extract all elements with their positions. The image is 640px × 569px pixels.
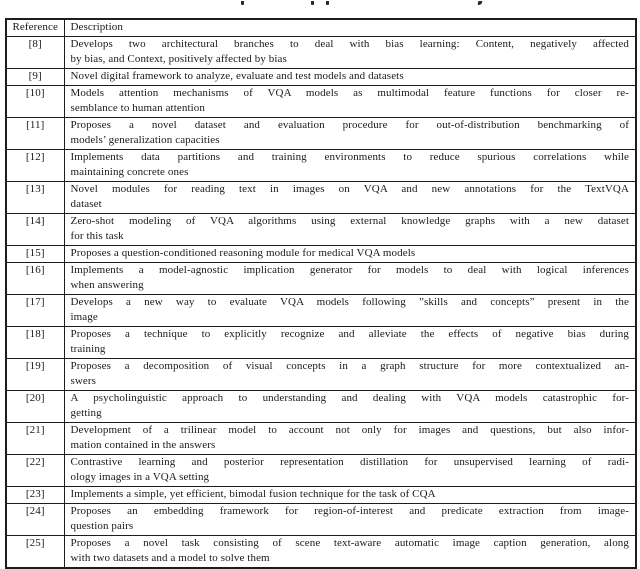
description-cell [64,326,636,358]
table-row [6,294,636,326]
table-row [6,85,636,117]
header-row [6,19,636,36]
description-line: dataset [70,198,102,211]
description-line: training [70,343,106,356]
description-line: Proposes a novel task consisting of scene text-aware automatic image caption generation, along [70,537,629,550]
table-row [6,390,636,422]
description-cell [64,85,636,117]
table-row [6,117,636,149]
table-row [6,535,636,567]
caption-descender-mark [241,1,244,5]
table-row [6,454,636,486]
description-line: Proposes a technique to explicitly recognize and alleviate the effects of negative bias during [70,328,629,341]
description-line: question pairs [70,520,134,533]
description-cell [64,245,636,262]
description-cell [64,503,636,535]
description-line: semblance to human attention [70,102,205,115]
description-line: Proposes a novel dataset and evaluation procedure for out-of-distribution benchmarking of [70,119,629,132]
description-cell [64,262,636,294]
description-line: Implements a simple, yet efficient, bimodal fusion technique for the task of CQA [70,488,436,501]
reference-cell: [17] [6,294,64,326]
table-row [6,68,636,85]
reference-cell: [20] [6,390,64,422]
description-line: by bias, and Context, positively affected by bias [70,53,287,66]
references-description-table [5,18,637,569]
reference-cell: [15] [6,245,64,262]
reference-cell: [10] [6,85,64,117]
description-line: with two datasets and a model to solve them [70,552,270,565]
description-line: for this task [70,230,124,243]
description-cell [64,535,636,567]
description-line: Development of a trilinear model to account not only for images and questions, but also infor- [70,424,629,437]
table-row [6,422,636,454]
reference-cell: [14] [6,213,64,245]
description-cell [64,486,636,503]
table-row [6,326,636,358]
description-cell [64,181,636,213]
description-line: getting [70,407,102,420]
table-header [6,19,636,36]
reference-cell: [11] [6,117,64,149]
description-line: Novel digital framework to analyze, evaluate and test models and datasets [70,70,404,83]
description-line: Implements a model-agnostic implication generator for models to deal with logical inferences [70,264,629,277]
caption-descender-mark [478,1,483,5]
reference-cell: [9] [6,68,64,85]
reference-cell: [16] [6,262,64,294]
description-cell [64,390,636,422]
description-line: Proposes an embedding framework for region-of-interest and predicate extraction from image- [70,505,629,518]
description-line: image [70,311,98,324]
description-line: mation contained in the answers [70,439,216,452]
description-line: maintaining concrete ones [70,166,189,179]
description-line: Zero-shot modeling of VQA algorithms using external knowledge graphs with a new dataset [70,215,629,228]
description-line: ology images in a VQA setting [70,471,210,484]
description-line: Models attention mechanisms of VQA models as multimodal feature functions for closer re- [70,87,629,100]
caption-descender-mark [326,1,329,5]
reference-cell: [18] [6,326,64,358]
description-line: models’ generalization capacities [70,134,220,147]
description-line: Develops a new way to evaluate VQA models following ”skills and concepts” present in the [70,296,629,309]
table-row [6,358,636,390]
reference-cell: [19] [6,358,64,390]
description-cell [64,358,636,390]
table-row [6,36,636,68]
column-header-description: Description [64,19,636,36]
reference-cell: [13] [6,181,64,213]
reference-cell: [25] [6,535,64,567]
reference-cell: [24] [6,503,64,535]
caption-descender-mark [311,1,314,5]
reference-cell: [22] [6,454,64,486]
description-line: when answering [70,279,144,292]
reference-cell: [21] [6,422,64,454]
description-line: Develops two architectural branches to deal with bias learning: Content, negatively affected [70,38,629,51]
table-row [6,213,636,245]
table-row [6,245,636,262]
reference-cell: [12] [6,149,64,181]
description-line: Contrastive learning and posterior representation distillation for unsupervised learning of radi- [70,456,629,469]
description-cell [64,294,636,326]
reference-cell: [8] [6,36,64,68]
description-line: Proposes a question-conditioned reasoning module for medical VQA models [70,247,416,260]
table-row [6,181,636,213]
reference-cell: [23] [6,486,64,503]
description-line: A psycholinguistic approach to understanding and dealing with VQA models catastrophic for- [70,392,629,405]
description-line: Proposes a decomposition of visual concepts in a graph structure for more contextualized an- [70,360,629,373]
cropped-caption-fragment [0,0,640,7]
table-row [6,503,636,535]
description-line: swers [70,375,97,388]
description-cell [64,149,636,181]
table-row [6,149,636,181]
description-cell [64,422,636,454]
description-cell [64,36,636,68]
description-line: Novel modules for reading text in images on VQA and new annotations for the TextVQA [70,183,629,196]
table-row [6,262,636,294]
table-row [6,486,636,503]
description-line: Implements data partitions and training environments to reduce spurious correlations while [70,151,629,164]
table-body [6,36,636,567]
description-cell [64,117,636,149]
column-header-reference: Reference [6,19,64,36]
description-cell [64,213,636,245]
description-cell [64,68,636,85]
description-cell [64,454,636,486]
